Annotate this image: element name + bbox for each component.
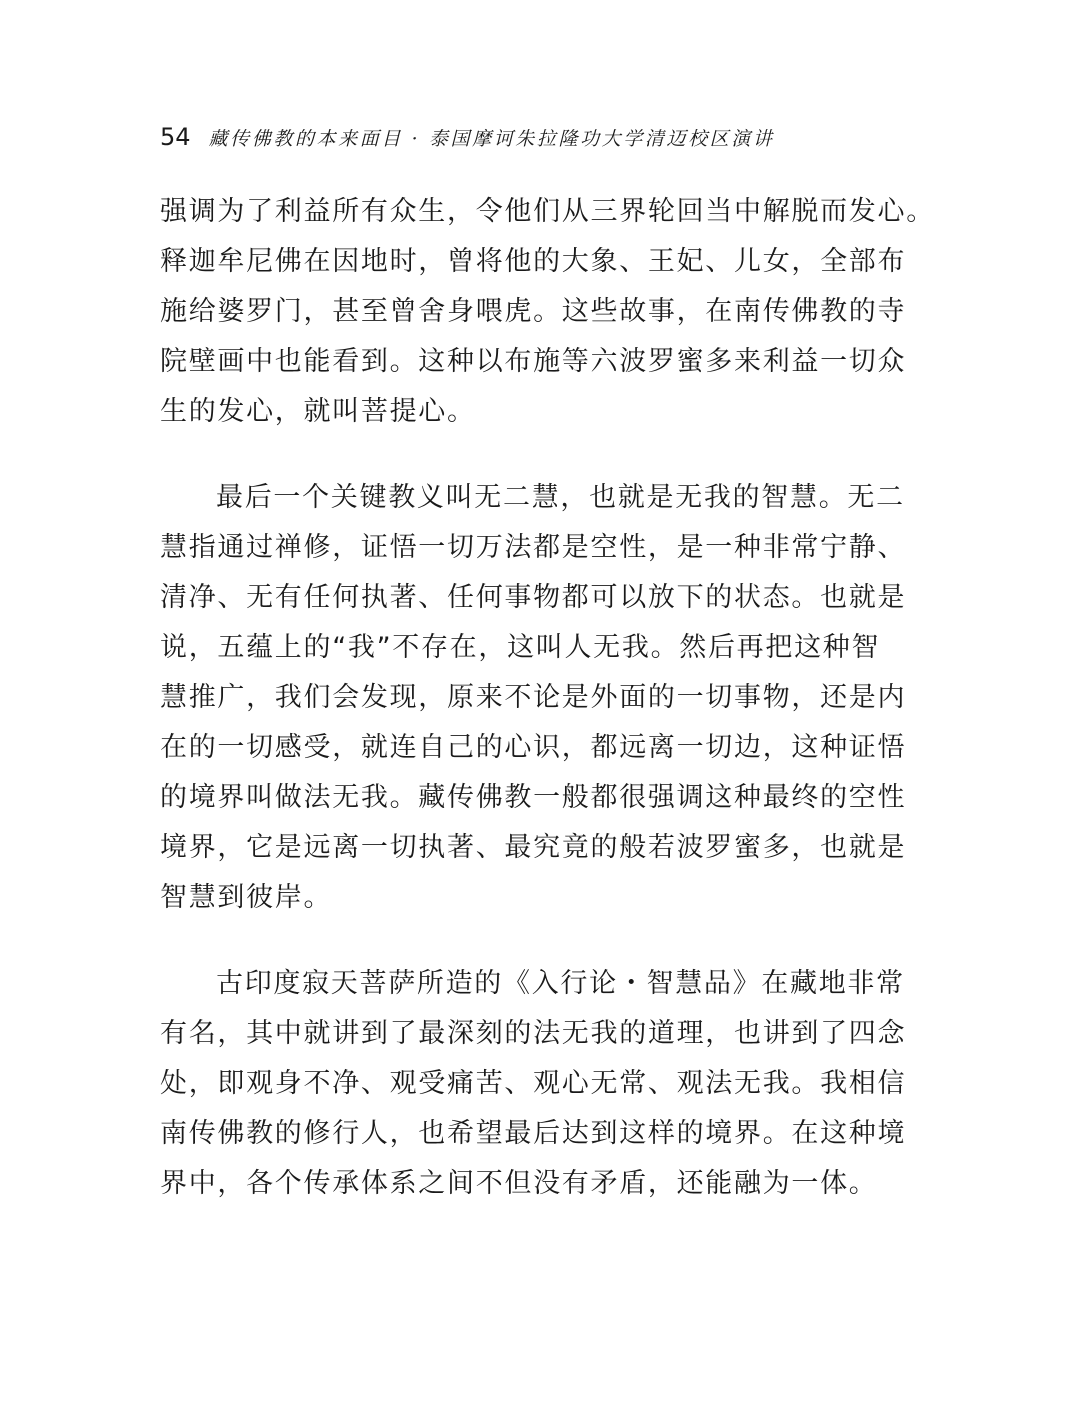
paragraph-2 — [160, 473, 910, 923]
text-line: 强调为了利益所有众生，令他们从三界轮回当中解脱而发心。 — [160, 196, 935, 227]
paragraph-3 — [160, 959, 910, 1209]
text-line: 智慧到彼岸。 — [160, 882, 333, 913]
text-line: 南传佛教的修行人，也希望最后达到这样的境界。在这种境 — [160, 1118, 907, 1149]
body-text — [160, 187, 935, 1245]
text-line: 清净、无有任何执著、任何事物都可以放下的状态。也就是 — [160, 582, 907, 613]
running-title: 藏传佛教的本来面目 · 泰国摩诃朱拉隆功大学清迈校区演讲 — [208, 128, 775, 150]
text-line: 院壁画中也能看到。这种以布施等六波罗蜜多来利益一切众 — [160, 346, 907, 377]
running-header — [160, 123, 774, 159]
text-line: 在的一切感受，就连自己的心识，都远离一切边，这种证悟 — [160, 732, 907, 763]
text-line: 处，即观身不净、观受痛苦、观心无常、观法无我。我相信 — [160, 1068, 907, 1099]
text-line: 的境界叫做法无我。藏传佛教一般都很强调这种最终的空性 — [160, 782, 907, 813]
text-line: 有名，其中就讲到了最深刻的法无我的道理，也讲到了四念 — [160, 1018, 907, 1049]
text-line: 古印度寂天菩萨所造的《入行论・智慧品》在藏地非常 — [216, 968, 905, 999]
text-line: 生的发心，就叫菩提心。 — [160, 396, 476, 427]
text-line: 境界，它是远离一切执著、最究竟的般若波罗蜜多，也就是 — [160, 832, 907, 863]
text-line: 说，五蕴上的“我”不存在，这叫人无我。然后再把这种智 — [160, 632, 881, 663]
text-line: 界中，各个传承体系之间不但没有矛盾，还能融为一体。 — [160, 1168, 878, 1199]
text-line: 最后一个关键教义叫无二慧，也就是无我的智慧。无二 — [216, 482, 905, 513]
text-line: 慧指通过禅修，证悟一切万法都是空性，是一种非常宁静、 — [160, 532, 907, 563]
text-line: 施给婆罗门，甚至曾舍身喂虎。这些故事，在南传佛教的寺 — [160, 296, 907, 327]
text-line: 慧推广，我们会发现，原来不论是外面的一切事物，还是内 — [160, 682, 907, 713]
paragraph-1 — [160, 187, 935, 437]
page-number: 54 — [160, 123, 191, 151]
text-line: 释迦牟尼佛在因地时，曾将他的大象、王妃、儿女，全部布 — [160, 246, 907, 277]
